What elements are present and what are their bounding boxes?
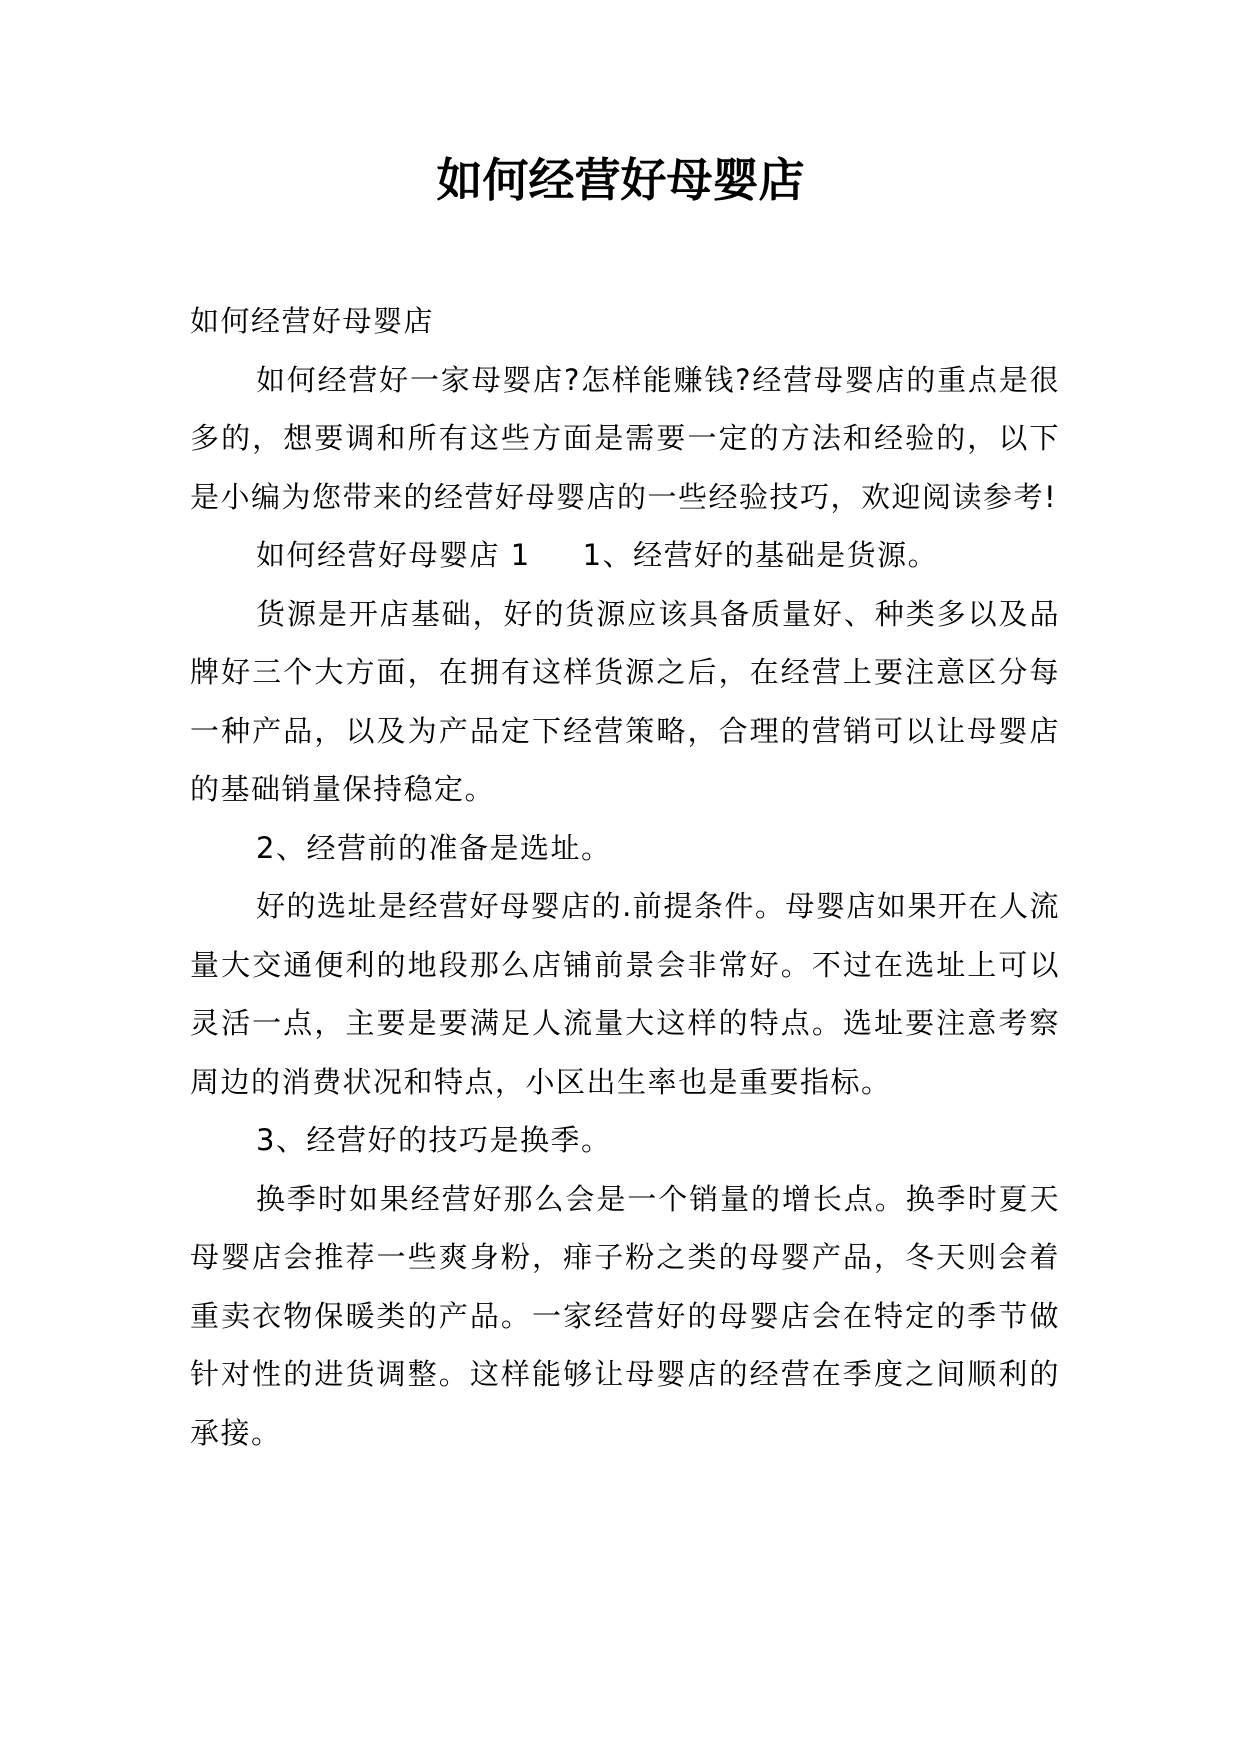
intro-paragraph: 如何经营好一家母婴店?怎样能赚钱?经营母婴店的重点是很多的，想要调和所有这些方面是需要一定的方法和经验的，以下是小编为您带来的经营好母婴店的一些经验技巧，欢迎阅读参考!: [190, 362, 1060, 514]
document-subtitle: 如何经营好母婴店: [190, 304, 435, 338]
point-2-heading: 2、经营前的准备是选址。: [256, 830, 612, 865]
point-1-paragraph: 货源是开店基础，好的货源应该具备质量好、种类多以及品牌好三个大方面，在拥有这样货源之后，在经营上要注意区分每一种产品，以及为产品定下经营策略，合理的营销可以让母婴店的基础销量保持稳定。: [190, 596, 1060, 806]
document-title: 如何经营好母婴店: [436, 153, 805, 207]
section-1-line: [190, 526, 1060, 585]
section-1-label: 如何经营好母婴店 1: [256, 538, 531, 572]
point-3-heading: 3、经营好的技巧是换季。: [256, 1123, 612, 1157]
point-2-paragraph: 好的选址是经营好母婴店的.前提条件。母婴店如果开在人流量大交通便利的地段那么店铺前景会非常好。不过在选址上可以灵活一点，主要是要满足人流量大这样的特点。选址要注意考察周边的消费状况和特点，小区出生率也是重要指标。: [190, 889, 1060, 1099]
point-3-paragraph: 换季时如果经营好那么会是一个销量的增长点。换季时夏天母婴店会推荐一些爽身粉，痱子粉之类的母婴产品，冬天则会着重卖衣物保暖类的产品。一家经营好的母婴店会在特定的季节做针对性的进货调整。这样能够让母婴店的经营在季度之间顺利的承接。: [190, 1181, 1060, 1450]
document-body: [190, 292, 1060, 1462]
point-1-heading: 1、经营好的基础是货源。: [582, 538, 939, 572]
